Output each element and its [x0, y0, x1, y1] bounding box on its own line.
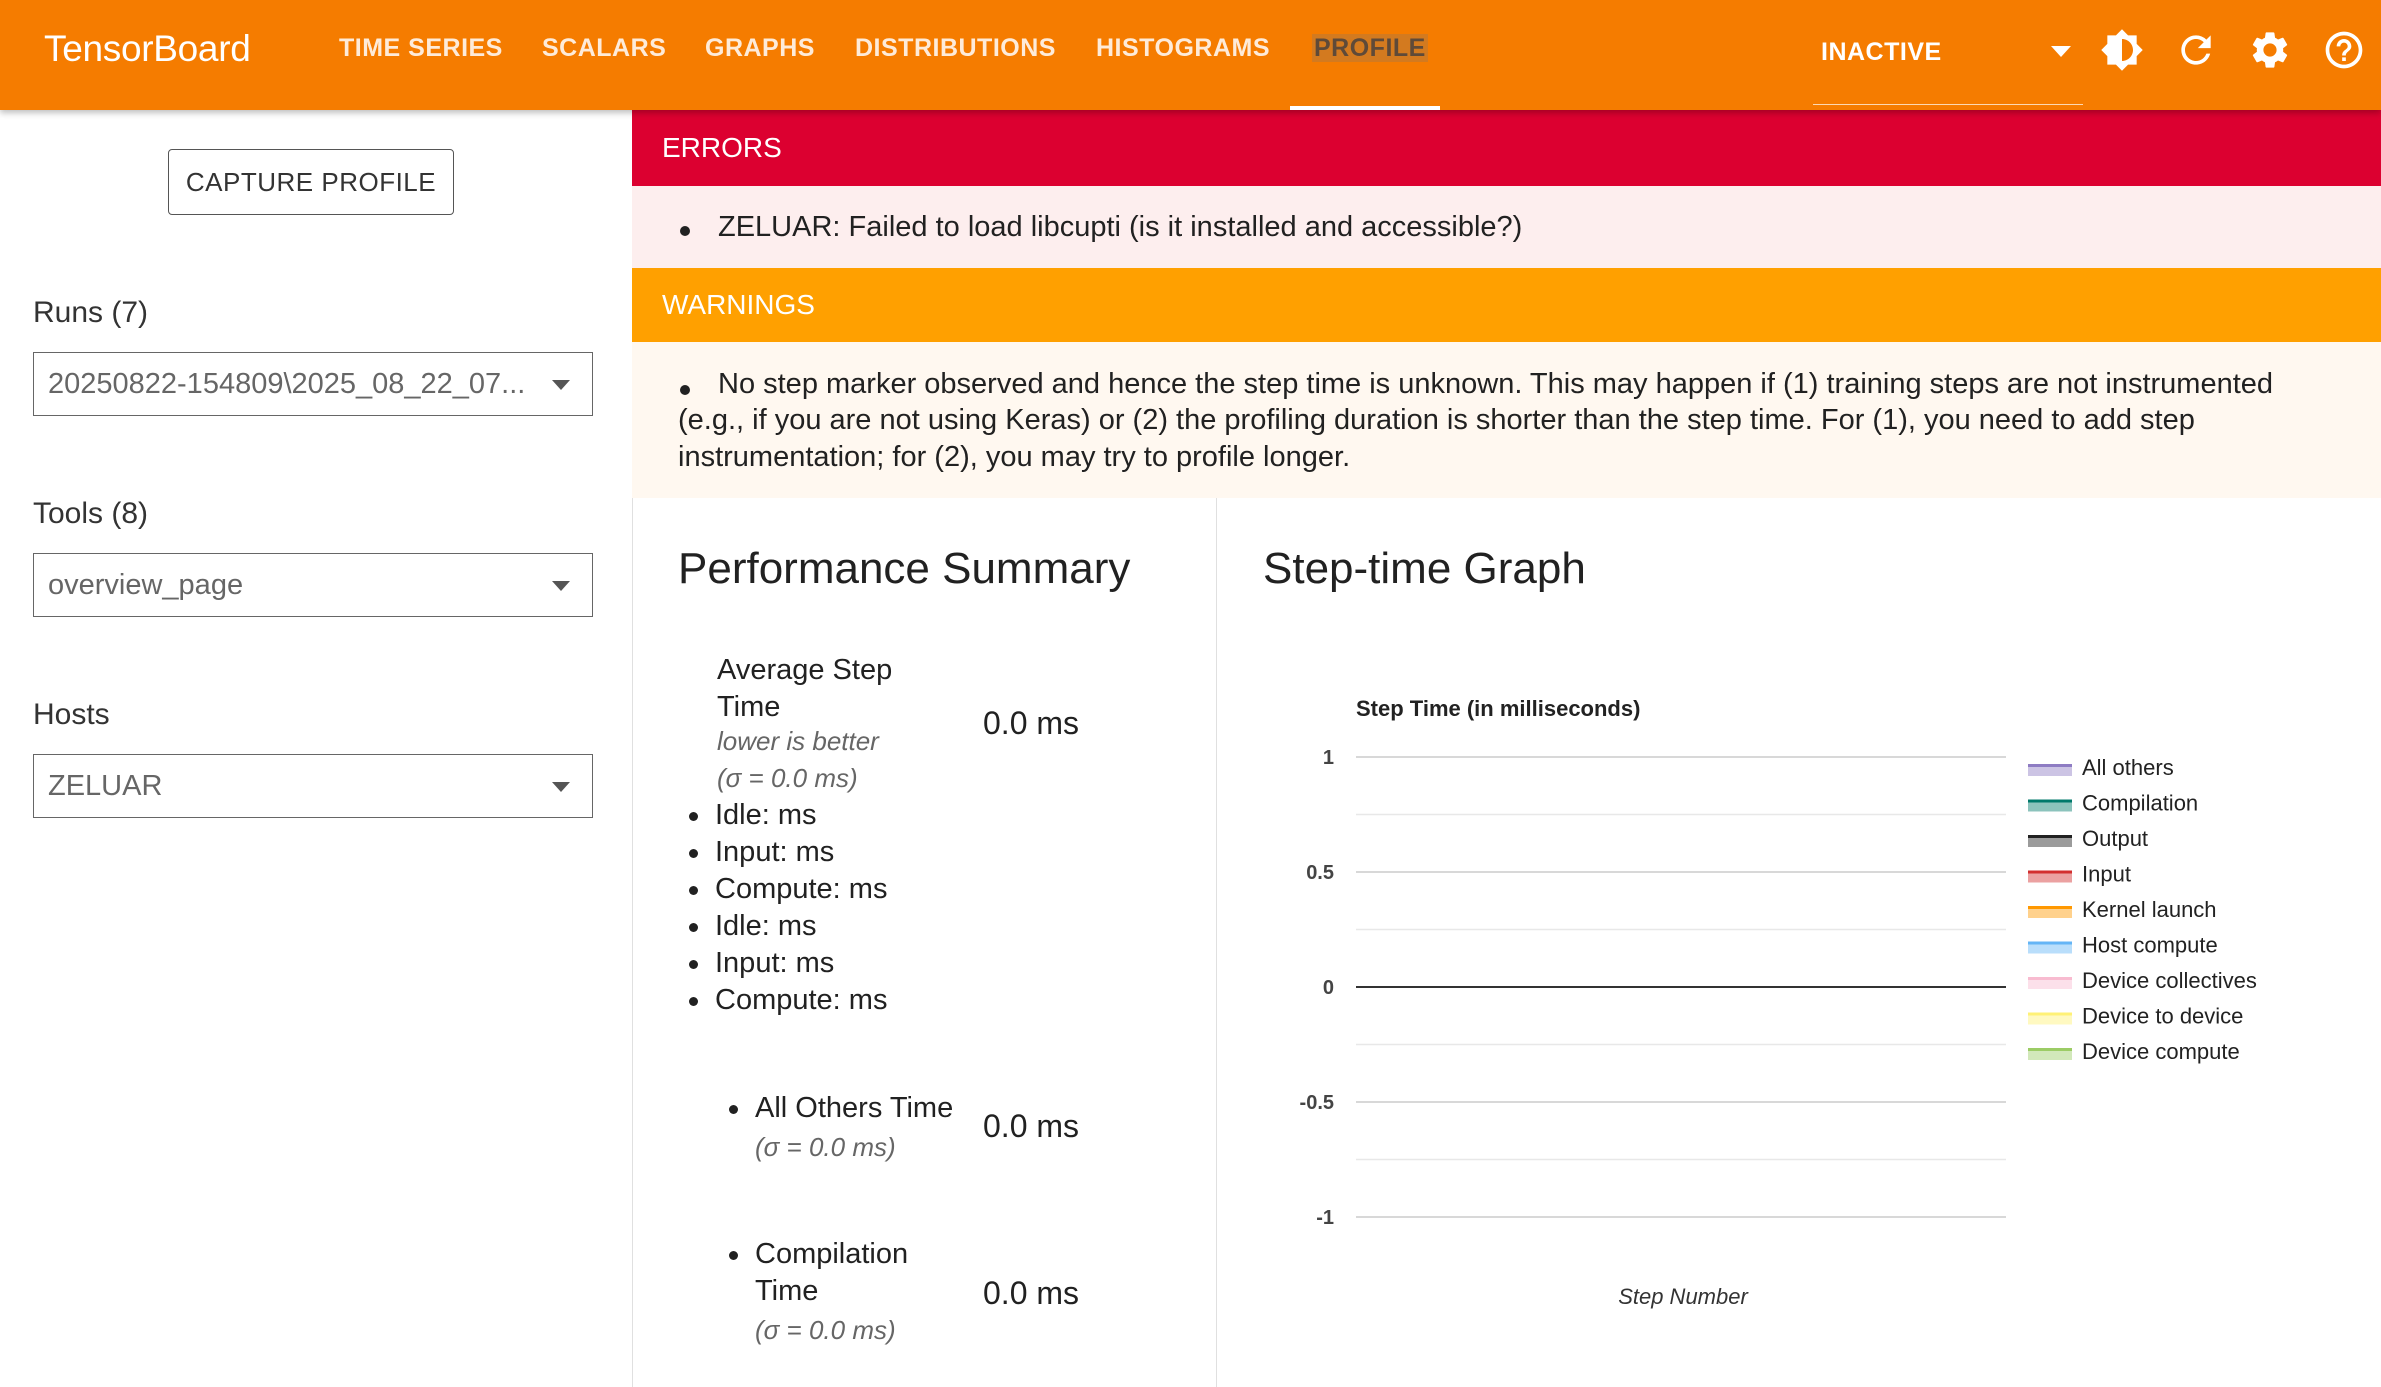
chevron-down-icon — [552, 581, 570, 591]
tab-profile-label: PROFILE — [1314, 34, 1426, 62]
compilation-sigma: (σ = 0.0 ms) — [755, 1315, 896, 1345]
legend-label: Host compute — [2082, 932, 2218, 958]
legend-swatch-line — [2028, 764, 2072, 767]
legend-label: Compilation — [2082, 790, 2199, 816]
avg-step-label-2: Time — [717, 691, 781, 723]
legend-label: Kernel launch — [2082, 897, 2217, 922]
chart-title: Step Time (in milliseconds) — [1356, 696, 1641, 721]
plugin-status-dropdown[interactable] — [1813, 26, 2083, 105]
errors-panel — [632, 186, 2381, 268]
legend-swatch — [2028, 944, 2072, 954]
bullet-icon — [689, 849, 698, 858]
warning-line-1: No step marker observed and hence the step time is unknown. This may happen if (1) training steps are not instrumented — [718, 368, 2274, 400]
tab-graphs[interactable]: GRAPHS — [705, 34, 815, 62]
breakdown-item: Idle: ms — [715, 799, 817, 831]
legend-label: Device compute — [2082, 1039, 2240, 1064]
chevron-down-icon — [2051, 46, 2071, 58]
legend-swatch — [2028, 1050, 2072, 1060]
legend-item[interactable] — [2028, 897, 2217, 922]
step-time-chart — [1216, 498, 2376, 1358]
y-tick-label: 1 — [1322, 747, 1334, 769]
bullet-icon — [680, 385, 690, 395]
tools-select-value: overview_page — [48, 569, 244, 601]
tools-select[interactable] — [33, 553, 593, 617]
legend-swatch — [2028, 908, 2072, 918]
runs-label: Runs (7) — [33, 296, 149, 329]
chevron-down-icon — [552, 380, 570, 390]
error-message: ZELUAR: Failed to load libcupti (is it installed and accessible?) — [718, 211, 1523, 243]
bullet-icon — [689, 997, 698, 1006]
legend-item[interactable] — [2028, 791, 2198, 816]
compilation-label-2: Time — [755, 1275, 819, 1307]
legend-item[interactable] — [2028, 1039, 2240, 1064]
y-tick-label: 0.5 — [1306, 862, 1334, 884]
bullet-icon — [729, 1105, 738, 1114]
legend-item[interactable] — [2028, 862, 2131, 887]
tab-profile[interactable] — [1312, 34, 1428, 63]
all-others-sigma: (σ = 0.0 ms) — [755, 1132, 896, 1162]
all-others-value: 0.0 ms — [983, 1108, 1080, 1144]
legend-item[interactable] — [2028, 755, 2174, 780]
legend-swatch-line — [2028, 942, 2072, 945]
hosts-select-value: ZELUAR — [48, 770, 163, 802]
legend-label: Device collectives — [2082, 968, 2257, 993]
refresh-icon[interactable] — [2174, 28, 2218, 72]
active-tab-indicator — [1290, 106, 1440, 110]
legend-swatch — [2028, 837, 2072, 847]
y-tick-label: 0 — [1322, 977, 1334, 999]
brightness-icon[interactable] — [2100, 28, 2144, 72]
tab-scalars[interactable]: SCALARS — [542, 34, 667, 62]
legend-swatch-line — [2028, 835, 2072, 838]
breakdown-item: Input: ms — [715, 947, 835, 979]
runs-select[interactable] — [33, 352, 593, 416]
runs-select-value: 20250822-154809\2025_08_22_07... — [48, 368, 526, 400]
warnings-header — [632, 268, 2381, 342]
breakdown-item: Compute: ms — [715, 984, 888, 1016]
capture-profile-button[interactable]: CAPTURE PROFILE — [168, 149, 454, 215]
legend-swatch — [2028, 873, 2072, 883]
legend-item[interactable] — [2028, 826, 2148, 851]
legend-item[interactable] — [2028, 968, 2257, 993]
legend-swatch-line — [2028, 906, 2072, 909]
bullet-icon — [680, 226, 690, 236]
legend-swatch — [2028, 979, 2072, 989]
x-axis-label: Step Number — [1618, 1284, 1748, 1309]
bullet-icon — [689, 960, 698, 969]
all-others-label: All Others Time — [755, 1092, 954, 1124]
tab-time-series[interactable]: TIME SERIES — [339, 34, 503, 62]
errors-header — [632, 110, 2381, 186]
bullet-icon — [689, 923, 698, 932]
y-tick-label: -1 — [1316, 1207, 1334, 1229]
errors-title: ERRORS — [662, 132, 782, 163]
app-brand: TensorBoard — [44, 28, 251, 69]
legend-swatch — [2028, 802, 2072, 812]
warnings-panel — [632, 342, 2381, 498]
tab-distributions[interactable]: DISTRIBUTIONS — [855, 34, 1056, 62]
warning-line-2: (e.g., if you are not using Keras) or (2) the profiling duration is shorter than the step time. For (1), you need to add step — [678, 404, 2195, 436]
tab-histograms[interactable]: HISTOGRAMS — [1096, 34, 1270, 62]
breakdown-item: Idle: ms — [715, 910, 817, 942]
legend-swatch-line — [2028, 800, 2072, 803]
hosts-select[interactable] — [33, 754, 593, 818]
legend-swatch-line — [2028, 1013, 2072, 1016]
breakdown-item: Input: ms — [715, 836, 835, 868]
legend-label: Input — [2082, 861, 2131, 887]
legend-swatch-line — [2028, 1048, 2072, 1051]
chevron-down-icon — [552, 782, 570, 792]
sidebar — [0, 110, 633, 1387]
legend-label: Output — [2082, 826, 2149, 851]
warnings-title: WARNINGS — [662, 289, 815, 320]
legend-item[interactable] — [2028, 1004, 2243, 1029]
top-app-bar — [0, 0, 2381, 110]
plugin-status-label: INACTIVE — [1821, 38, 1942, 66]
bullet-icon — [689, 812, 698, 821]
avg-step-sigma: (σ = 0.0 ms) — [717, 763, 858, 793]
legend-swatch-line — [2028, 871, 2072, 874]
compilation-value: 0.0 ms — [983, 1275, 1080, 1311]
legend-label: Device to device — [2082, 1003, 2244, 1029]
performance-summary-title: Performance Summary — [678, 544, 1131, 593]
hosts-label: Hosts — [33, 698, 110, 731]
legend-label: All others — [2082, 755, 2174, 780]
help-icon[interactable] — [2322, 28, 2366, 72]
bullet-icon — [729, 1251, 738, 1260]
step-time-graph-title: Step-time Graph — [1263, 544, 1586, 593]
warning-line-3: instrumentation; for (2), you may try to profile longer. — [678, 441, 1351, 473]
legend-swatch — [2028, 1015, 2072, 1025]
compilation-label-1: Compilation — [755, 1238, 909, 1270]
legend-item[interactable] — [2028, 933, 2218, 958]
breakdown-item: Compute: ms — [715, 873, 888, 905]
y-tick-label: -0.5 — [1299, 1092, 1334, 1114]
avg-step-value: 0.0 ms — [983, 705, 1080, 741]
avg-step-label-1: Average Step — [717, 654, 893, 686]
legend-swatch-line — [2028, 977, 2072, 980]
bullet-icon — [689, 886, 698, 895]
settings-icon[interactable] — [2248, 28, 2292, 72]
tools-label: Tools (8) — [33, 497, 149, 530]
legend-swatch — [2028, 766, 2072, 776]
avg-step-hint: lower is better — [717, 726, 879, 756]
